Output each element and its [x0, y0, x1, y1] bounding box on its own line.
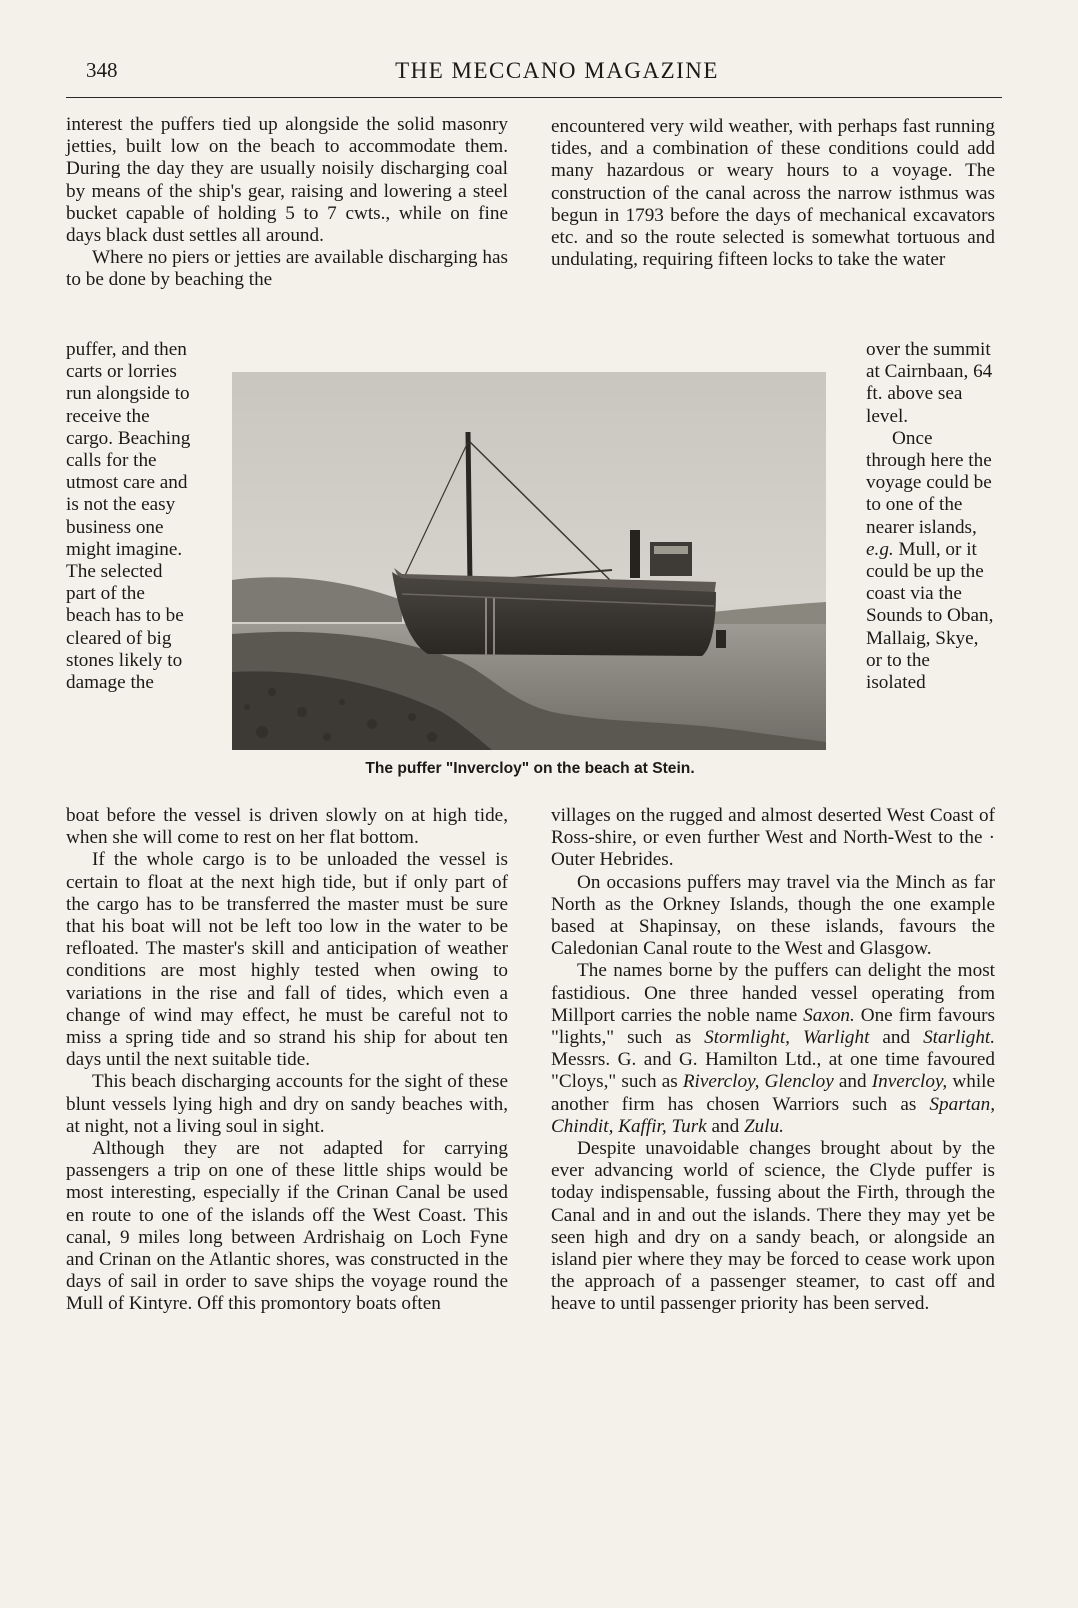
right-column-bottom — [551, 805, 995, 1316]
text: Once through here the voyage could be to one of the nearer islands, — [866, 427, 992, 538]
text: and — [882, 1027, 911, 1049]
ship-name: Zulu. — [743, 1115, 784, 1137]
right-column-top — [551, 116, 995, 271]
left-column-narrow — [66, 339, 194, 694]
ship-name: Saxon. — [803, 1004, 855, 1026]
page-number: 348 — [86, 58, 118, 82]
text: Mull, or it could be up the coast via the Sounds to Oban, Mallaig, Skye, or to the isolated — [866, 538, 994, 694]
paragraph: This beach discharging accounts for the sight of these blunt vessels lying high and dry on sandy beaches with, at night, not a living soul in sight. — [66, 1071, 508, 1137]
left-column-top — [66, 114, 508, 292]
paragraph: over the summit at Cairnbaan, 64 ft. above sea level. — [866, 339, 993, 427]
text: The names borne by the puffers can delight the most fastidious. One three handed vessel operating from Millport carries the noble name — [551, 960, 995, 1026]
header-rule — [66, 97, 1002, 98]
paragraph: encountered very wild weather, with perhaps fast running tides, and a combination of these conditions could add many hazardous or weary hours to a voyage. The construction of the canal across the narrow isthmus was begun in 1793 before the days of mechanical excavators etc. and so the route selected is somewhat tortuous and undulating, requiring fifteen locks to take the water — [551, 116, 995, 271]
paragraph — [866, 428, 994, 694]
text: and — [711, 1115, 740, 1137]
ship-name: Invercloy, — [871, 1071, 948, 1093]
text: and — [838, 1071, 867, 1093]
right-column-narrow — [866, 339, 994, 694]
ship-photo — [232, 372, 826, 750]
paragraph: On occasions puffers may travel via the Minch as far North as the Orkney Islands, though the one example based at Shapinsay, on these islands, favours the Caledonian Canal route to the West and Glasgow. — [551, 871, 995, 960]
paragraph: Although they are not adapted for carrying passengers a trip on one of these little ships would be most interesting, especially if the Crinan Canal be used en route to one of the islands off the West Coast. This canal, 9 miles long between Ardrishaig on Loch Fyne and Crinan on the Atlantic shores, was constructed in the days of sail in order to save ships the voyage round the Mull of Kintyre. Off this promontory boats often — [66, 1138, 508, 1315]
paragraph — [551, 960, 995, 1138]
figure-caption: The puffer "Invercloy" on the beach at Stein. — [365, 760, 695, 777]
text: One firm favours "lights," such as — [551, 1004, 996, 1049]
ship-name: Stormlight, — [704, 1027, 790, 1049]
italic-text: e.g. — [866, 538, 894, 560]
text: while another firm has chosen Warriors such as — [551, 1071, 996, 1115]
ship-name: Rivercloy, Glencloy — [682, 1071, 834, 1093]
paragraph: Despite unavoidable changes brought about by the ever advancing world of science, the Clyde puffer is today indispensable, fussing about the Firth, through the Canal and in and out the islands. There they may yet be seen high and dry on a sandy beach, or alongside an island pier where they may be forced to cease work upon the approach of a passenger steamer, to cast off and heave to until passenger priority has been served. — [551, 1138, 995, 1315]
ship-name: Warlight — [802, 1027, 870, 1049]
paragraph: puffer, and then carts or lorries run alongside to receive the cargo. Beaching calls for the utmost care and is not the easy business one might imagine. The selected part of the beach has to be cleared of big stones likely to damage the — [66, 339, 191, 694]
paragraph: If the whole cargo is to be unloaded the vessel is certain to float at the next high tide, but if only part of the cargo has to be transferred the master must be sure that his boat will not be left too low in the water to be refloated. The master's skill and anticipation of weather conditions are most highly tested when owing to variations in the rise and fall of tides, which even a change of wind may effect, he must be careful not to miss a spring tide and so strand his ship for about ten days until the next suitable tide. — [66, 849, 508, 1071]
text: Messrs. G. and G. Hamilton Ltd., at one time favoured "Cloys," such as — [551, 1049, 995, 1093]
paragraph: Where no piers or jetties are available discharging has to be done by beaching the — [66, 247, 508, 291]
paragraph: interest the puffers tied up alongside the solid masonry jetties, built low on the beach to accommodate them. During the day they are usually noisily discharging coal by means of the ship's gear, raising and lowering a steel bucket capable of holding 5 to 7 cwts., while on fine days black dust settles all around. — [66, 114, 508, 247]
ship-name: Starlight. — [923, 1027, 996, 1049]
ship-name: Spartan, Chindit, Kaffir, Turk — [551, 1093, 995, 1137]
photo-puffer-invercloy — [232, 372, 826, 750]
left-column-bottom — [66, 805, 508, 1316]
paragraph: villages on the rugged and almost deserted West Coast of Ross-shire, or even further West and North-West to the · Outer Hebrides. — [551, 805, 995, 871]
paragraph: boat before the vessel is driven slowly on at high tide, when she will come to rest on her flat bottom. — [66, 805, 508, 849]
magazine-title: THE MECCANO MAGAZINE — [395, 58, 719, 83]
